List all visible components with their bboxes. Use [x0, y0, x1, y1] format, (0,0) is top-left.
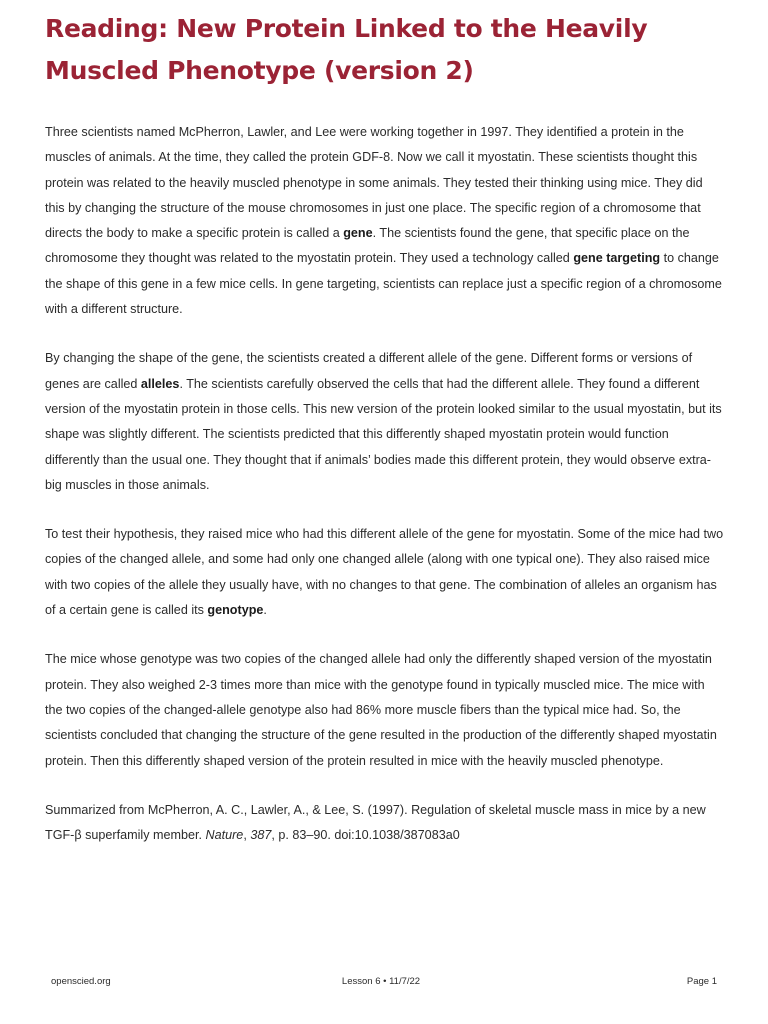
text-run: By changing the shape of the gene, the scientists created a different allele of the gene. Different forms or versions of genes are called — [45, 351, 693, 391]
text-run: . The scientists carefully observed the cells that had the different allele. They found a different version of the myostatin protein in those cells. This new version of the protein looked similar to the usual myostatin, but its shape was slightly different. The scientists predicted that this differently shaped myostatin protein would function differently than the usual one. They thought that if animals’ bodies made this different protein, they would observe extra-big muscles in those animals. — [45, 376, 722, 492]
text-run: Three scientists named McPherron, Lawler, and Lee were working together in 1997. They identified a protein in the muscles of animals. At the time, they called the protein GDF-8. Now we call it myostatin. These scientists thought this protein was related to the heavily muscled phenotype in some animals. They tested their thinking using mice. They did this by changing the structure of the mouse chromosomes in just one place. The specific region of a chromosome that directs the body to make a specific protein is called a — [45, 125, 703, 241]
text-run: . — [263, 603, 267, 618]
italic-text: 387 — [250, 828, 272, 843]
key-term: gene targeting — [573, 251, 661, 266]
text-run: . The scientists found the gene, that specific place on the chromosome they thought was related to the myostatin protein. They used a technology called — [45, 226, 690, 266]
text-run: to change the shape of this gene in a few mice cells. In gene targeting, scientists can replace just a specific region of a chromosome with a different structure. — [45, 251, 722, 317]
paragraph-4 — [45, 647, 725, 773]
citation — [45, 798, 725, 849]
key-term: genotype — [207, 603, 264, 618]
footer-lesson-date: Lesson 6 • 11/7/22 — [341, 976, 421, 987]
text-run: The mice whose genotype was two copies of the changed allele had only the differently shaped version of the myostatin protein. They also weighed 2-3 times more than mice with the genotype found in typically muscled mice. The mice with the two copies of the changed-allele genotype also had 86% more muscle fibers than the typical mice had. So, the scientists concluded that changing the structure of the gene resulted in the production of the differently shaped myostatin protein. Then this differently shaped version of the protein resulted in mice with the heavily muscled phenotype. — [45, 652, 717, 768]
text-run: , — [243, 828, 251, 843]
page-footer — [45, 976, 717, 994]
key-term: gene — [343, 226, 373, 241]
footer-site: openscied.org — [51, 976, 111, 987]
paragraph-3 — [45, 522, 725, 623]
key-term: alleles — [140, 376, 180, 391]
paragraph-2 — [45, 346, 725, 498]
text-run: , p. 83–90. doi:10.1038/387083a0 — [271, 828, 460, 843]
italic-text: Nature — [205, 828, 244, 843]
paragraph-1 — [45, 120, 725, 322]
text-run: Summarized from McPherron, A. C., Lawler, A., & Lee, S. (1997). Regulation of skeletal muscle mass in mice by a new TGF-β superfamily member. — [45, 802, 706, 843]
reading-body — [45, 120, 725, 872]
footer-page-number: Page 1 — [686, 976, 717, 987]
text-run: To test their hypothesis, they raised mice who had this different allele of the gene for myostatin. Some of the mice had two copies of the changed allele, and some had only one changed allele (along with one typical one). They also raised mice with two copies of the allele they usually have, with no changes to that gene. The combination of alleles an organism has of a certain gene is called its — [45, 527, 724, 618]
page-title: Reading: New Protein Linked to the Heavily Muscled Phenotype (version 2) — [45, 14, 648, 85]
